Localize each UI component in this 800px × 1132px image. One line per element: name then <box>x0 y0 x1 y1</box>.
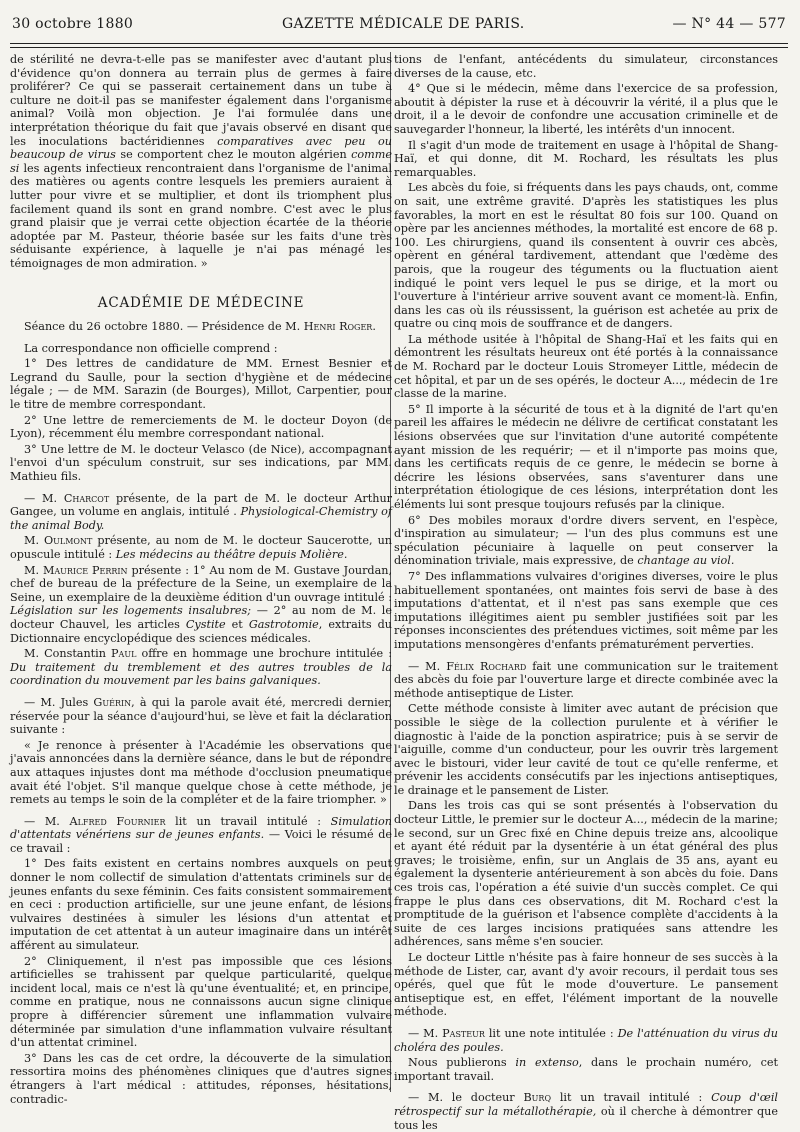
paragraph: 1° Des lettres de candidature de MM. Ernest Besnier et Legrand du Saulle, pour la section d'hygiène et de médecine légale ; — de MM. Sarazin (de Bourges), Millot, Carpentier, pour le titre de membre correspondant. <box>10 357 392 412</box>
paragraph: — M. Jules Guérin, à qui la parole avait été, mercredi dernier, réservée pour la séance d'aujourd'hui, se lève et fait la déclaration suivante : <box>10 695 392 737</box>
header-issue: — N° 44 — 577 <box>672 16 786 32</box>
header-rule-thin <box>10 47 788 48</box>
right-column <box>394 53 778 1132</box>
paragraph: Dans les trois cas qui se sont présentés à l'observation du docteur Little, le premier sur le docteur A..., médecin de la marine; le second, sur un Grec fixé en Chine depuis treize ans, alcoolique et ayant été réduit par la dysentérie à un état général des plus graves; le troisième, enfin, sur un Anglais de 35 ans, ayant eu également la dysenterie antérieurement à son abcès du foie. Dans ces trois cas, l'opération a été suivie d'un succès complet. Ce qui frappe le plus dans ces observations, dit M. Rochard c'est la promptitude de la guérison et l'absence complète d'accidents à la suite de ces larges incisions pratiquées sans attendre les adhérences, sans même s'en soucier. <box>394 799 778 949</box>
paragraph: — M. Charcot présente, de la part de M. le docteur Arthur Gangee, un volume en anglais, intitulé . Physiological-Chemistry of the animal Body. <box>10 491 393 532</box>
section-title: ACADÉMIE DE MÉDECINE <box>97 294 305 311</box>
paragraph: 7° Des inflammations vulvaires d'origines diverses, voire le plus habituellement spontanées, ont maintes fois servi de base à des imputations d'attentat, et il n'est pas sans exemple que ces imputations illégitimes aient pu sembler justifiées soit par les réponses inconscientes des prétendues victimes, soit même par les imputations mensongères d'enfants prématurément perverties. <box>394 569 778 651</box>
paragraph: Les abcès du foie, si fréquents dans les pays chauds, ont, comme on sait, une extrême gravité. D'après les statistiques les plus favorables, la mort en est le résultat 80 fois sur 100. Quand on opère par les anciennes méthodes, la mortalité est encore de 68 p. 100. Les chirurgiens, quand ils consentent à ouvrir ces abcès, opèrent en général tardivement, attendant que l'œdème des parois, que la rougeur des téguments ou la fluctuation aient indiqué le point vers lequel le pus se dirige, et la mort ou l'ouverture à l'intérieur arrive souvent avant ce moment-là. Enfin, dans les cas où ils réussissent, la guérison est achetée au prix de quatre ou cinq mois de souffrance et de dangers. <box>394 181 778 331</box>
paragraph: M. Maurice Perrin présente : 1° Au nom de M. Gustave Jourdan, chef de bureau de la préfecture de la Seine, un exemplaire de la Seine, un exemplaire de la deuxième édition d'un ouvrage intitulé : Législation sur les logements insalubres; — 2° au nom de M. le docteur Chauvel, les articles Cystite et Gastrotomie, extraits du Dictionnaire encyclopédique des sciences médicales. <box>10 563 393 645</box>
paragraph: 4° Que si le médecin, même dans l'exercice de sa profession, aboutit à dépister la ruse et à découvrir la vérité, il a plus que le droit, il a le devoir de confondre une accusation criminelle et de sauvegarder l'honneur, la liberté, les intérêts d'un innocent. <box>394 82 778 136</box>
paragraph: Cette méthode consiste à limiter avec autant de précision que possible le siège de la collection purulente et à vérifier le diagnostic à l'aide de la ponction aspiratrice; puis à se servir de l'aiguille, comme d'un conducteur, pour les ouvrir très largement avec le bistouri, vider leur cavité de tout ce qu'elle renferme, et prévenir les accidents consécutifs par les injections antiseptiques, le drainage et le pansement de Lister. <box>394 702 778 797</box>
paragraph: Le docteur Little n'hésite pas à faire honneur de ses succès à la méthode de Lister, car, avant d'y avoir recours, il perdait tous ses opérés, quel que fût le mode d'ouverture. Le pansement antiseptique est, en effet, l'élément important de la nouvelle méthode. <box>394 951 778 1019</box>
left-column <box>10 53 393 1106</box>
paragraph: M. Oulmont présente, au nom de M. le docteur Saucerotte, un opuscule intitulé : Les médecins au théâtre depuis Molière. <box>10 534 392 561</box>
quote: « Je renonce à présenter à l'Académie les observations que j'avais annoncées dans la dernière séance, dans le but de répondre aux attaques injustes dont ma méthode d'occlusion pneumatique avait été l'objet. S'il manque quelque chose à cette méthode, je remets au temps le soin de la compléter et de la faire triompher. » <box>10 738 392 807</box>
paragraph: de stérilité ne devra-t-elle pas se manifester avec d'autant plus d'évidence qu'on donnera au terrain plus de germes à faire proliférer? Ce qui se passerait certainement dans un tube à culture ne doit-il pas se manifester également dans l'organisme animal? Voilà mon objection. Je l'ai formulée dans une interprétation théorique du fait que j'avais observé en disant que les inoculations bactéridiennes comparatives avec peu ou beaucoup de virus se comportent chez le mouton algérien comme si les agents infectieux rencontraient dans l'organisme de l'animal des matières ou agents contre lesquels les premiers auraient à lutter pour vivre et se multiplier, et dont ils triomphent plus facilement quand ils sont en grand nombre. C'est avec le plus grand plaisir que je verrai cette objection écartée de la théorie adoptée par M. Pasteur, théorie basée sur les faits d'une très séduisante expérience, à laquelle je n'ai pas ménagé les témoignages de mon admiration. » <box>10 53 392 270</box>
header-date: 30 octobre 1880 <box>12 16 134 32</box>
page-header <box>12 16 786 40</box>
paragraph: 5° Il importe à la sécurité de tous et à la dignité de l'art qu'en pareil les affaires le médecin ne délivre de certificat constatant les lésions observées que sur l'invitation d'une autorité compétente ayant mission de les requérir; — et il n'importe pas moins que, dans les certificats requis de ce genre, le médecin se borne à décrire les lésions observées, sans s'aventurer dans une interprétation étiologique de ces lésions, interprétation dont les éléments lui sont presque toujours refusés par la clinique. <box>394 402 778 511</box>
paragraph: La méthode usitée à l'hôpital de Shang-Haï et les faits qui en démontrent les résultats heureux ont été portés à la connaissance de M. Rochard par le docteur Louis Stromeyer Little, médecin de cet hôpital, et par un de ses opérés, le docteur A..., médecin de 1re classe de la marine. <box>394 332 778 401</box>
paragraph: — M. Alfred Fournier lit un travail intitulé : Simulation d'attentats vénériens sur de jeunes enfants. — Voici le résumé de ce travail : <box>10 814 392 855</box>
paragraph: 1° Des faits existent en certains nombres auxquels on peut donner le nom collectif de simulation d'attentats criminels sur de jeunes enfants du sexe féminin. Ces faits consistent sommairement en ceci : production artificielle, sur une jeune enfant, de lésions vulvaires destinées à simuler les lésions d'un attentat et imputation de cet attentat à un auteur imaginaire dans un intérêt afférent au simulateur. <box>10 857 393 953</box>
paragraph: — M. le docteur Burq lit un travail intitulé : Coup d'œil rétrospectif sur la métallothérapie, où il cherche à démontrer que tous les <box>394 1091 778 1132</box>
paragraph: — M. Pasteur lit une note intitulée : De l'atténuation du virus du choléra des poules. <box>394 1026 778 1054</box>
paragraph: 2° Cliniquement, il n'est pas impossible que ces lésions artificielles se trahissent par quelque particularité, quelque incident local, mais ce n'est là qu'une éventualité; et, en principe, comme en pratique, nous ne connaissons aucun signe clinique propre à différencier sûrement une inflammation vulvaire déterminée par simulation d'une inflammation vulvaire résultant d'un attentat criminel. <box>10 954 392 1050</box>
paragraph: 3° Dans les cas de cet ordre, la découverte de la simulation ressortira moins des phénomènes cliniques que d'autres signes étrangers à l'art médical : attitudes, réponses, hésitations, contradic- <box>10 1051 392 1106</box>
paragraph: Nous publierons in extenso, dans le prochain numéro, cet important travail. <box>394 1056 778 1083</box>
paragraph: La correspondance non officielle comprend : <box>24 341 278 355</box>
paragraph: 6° Des mobiles moraux d'ordre divers servent, en l'espèce, d'inspiration au simulateur; — l'un des plus communs est une spéculation pécuniaire à laquelle on peut conserver la dénomination triviale, mais expressive, de chantage au viol. <box>394 513 778 568</box>
paragraph: 3° Une lettre de M. le docteur Velasco (de Nice), accompagnant l'envoi d'un spéculum construit, sur ses indications, par MM. Mathieu fils. <box>10 442 392 484</box>
header-rule <box>10 43 788 44</box>
paragraph: 2° Une lettre de remerciements de M. le docteur Doyon (de Lyon), récemment élu membre correspondant national. <box>10 413 392 441</box>
paragraph: — M. Félix Rochard fait une communication sur le traitement des abcès du foie par l'ouverture large et directe combinée avec la méthode antiseptique de Lister. <box>394 659 778 700</box>
session-line: Séance du 26 octobre 1880. — Présidence de M. Henri Roger. <box>24 320 376 334</box>
paragraph: M. Constantin Paul offre en hommage une brochure intitulée : Du traitement du tremblement et des autres troubles de la coordination du mouvement par les bains galvaniques. <box>10 647 392 688</box>
header-title: GAZETTE MÉDICALE DE PARIS. <box>282 16 525 32</box>
paragraph: Il s'agit d'un mode de traitement en usage à l'hôpital de Shang-Haï, et qui donne, dit M. Rochard, les résultats les plus remarquables. <box>394 138 778 179</box>
paragraph: tions de l'enfant, antécédents du simulateur, circonstances diverses de la cause, etc. <box>394 53 778 80</box>
